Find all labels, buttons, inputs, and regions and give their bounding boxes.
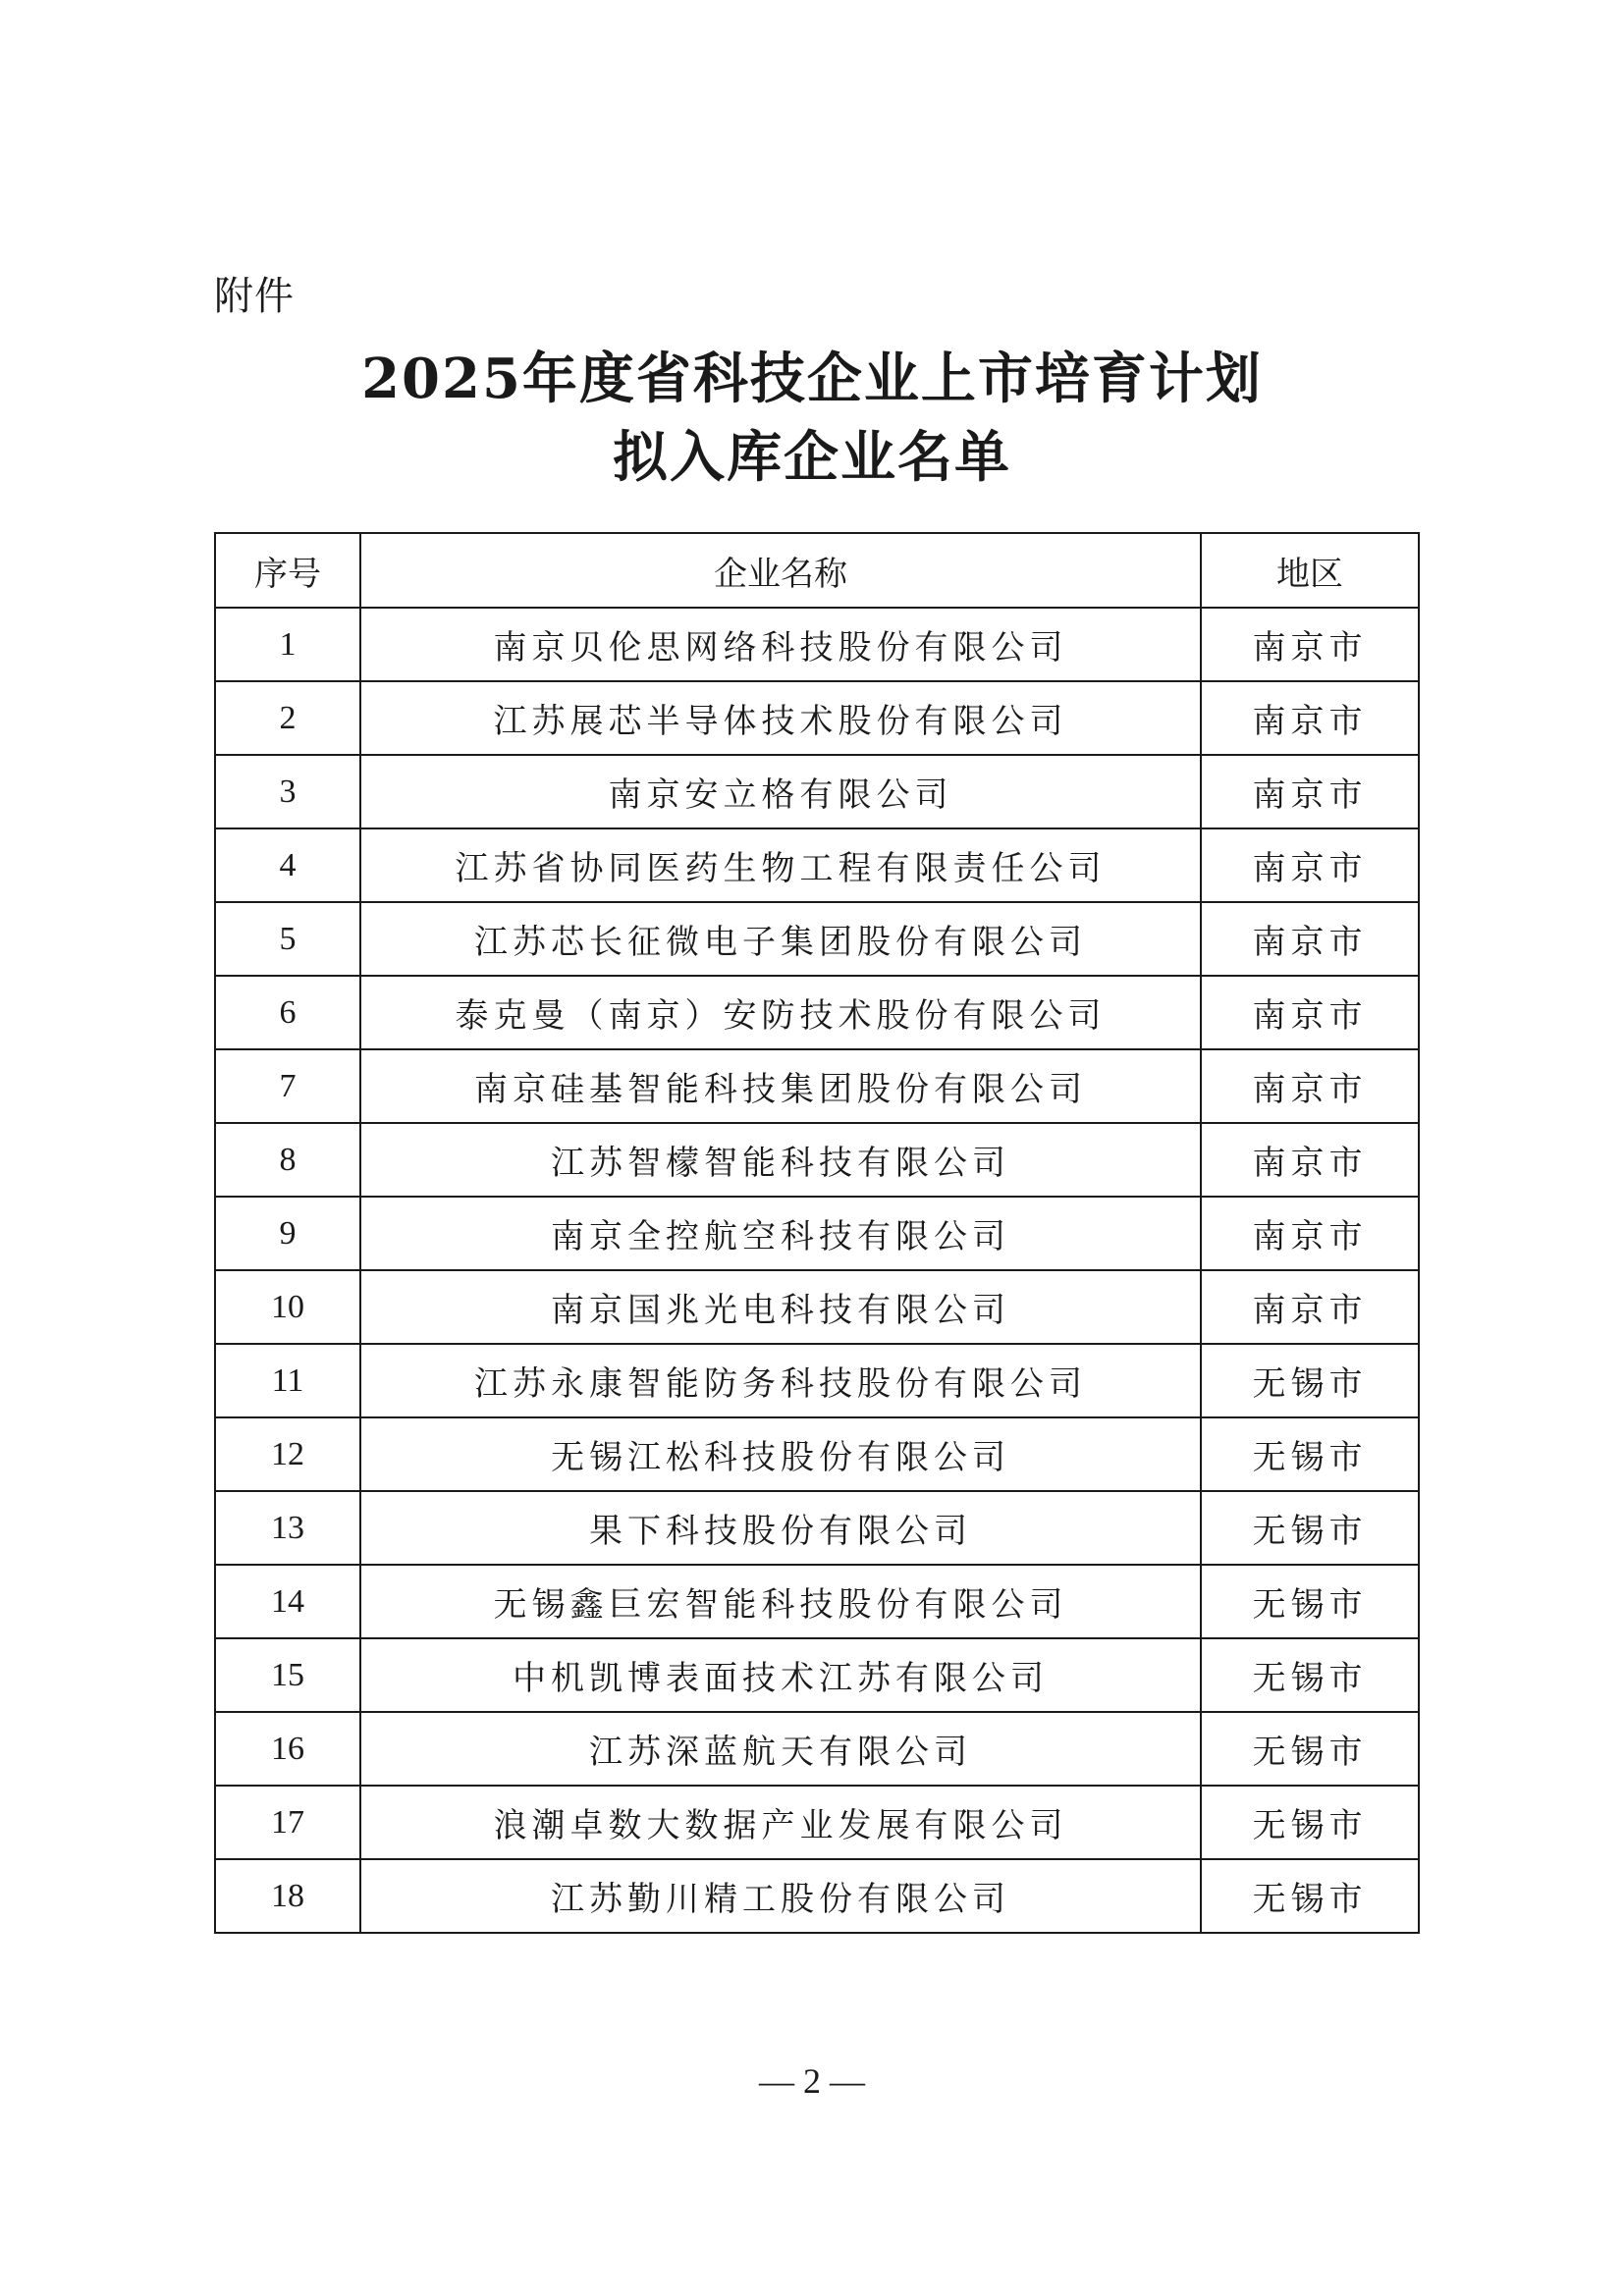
- region-cell: 无锡市: [1201, 1859, 1419, 1933]
- company-name-cell: 江苏智檬智能科技有限公司: [360, 1123, 1201, 1197]
- company-name-cell: 江苏省协同医药生物工程有限责任公司: [360, 828, 1201, 902]
- region-cell: 无锡市: [1201, 1638, 1419, 1712]
- serial-number-cell: 6: [215, 976, 360, 1049]
- page-number: — 2 —: [759, 2061, 865, 2101]
- serial-number-cell: 16: [215, 1712, 360, 1786]
- serial-number-cell: 12: [215, 1417, 360, 1491]
- company-name-cell: 南京安立格有限公司: [360, 755, 1201, 828]
- serial-number-cell: 3: [215, 755, 360, 828]
- company-name-cell: 江苏勤川精工股份有限公司: [360, 1859, 1201, 1933]
- table-row: [215, 976, 1419, 1049]
- serial-number-cell: 14: [215, 1565, 360, 1638]
- region-cell: 无锡市: [1201, 1344, 1419, 1417]
- table-row: [215, 1638, 1419, 1712]
- serial-number-cell: 1: [215, 608, 360, 681]
- header-serial-number: 序号: [215, 533, 360, 608]
- serial-number-cell: 8: [215, 1123, 360, 1197]
- region-cell: 无锡市: [1201, 1491, 1419, 1565]
- company-name-cell: 江苏芯长征微电子集团股份有限公司: [360, 902, 1201, 976]
- attachment-label: 附件: [214, 274, 295, 319]
- company-name-cell: 无锡江松科技股份有限公司: [360, 1417, 1201, 1491]
- region-cell: 南京市: [1201, 1123, 1419, 1197]
- table-row: [215, 1859, 1419, 1933]
- table-row: [215, 902, 1419, 976]
- company-name-cell: 南京全控航空科技有限公司: [360, 1197, 1201, 1270]
- serial-number-cell: 4: [215, 828, 360, 902]
- region-cell: 无锡市: [1201, 1712, 1419, 1786]
- serial-number-cell: 7: [215, 1049, 360, 1123]
- serial-number-cell: 17: [215, 1786, 360, 1859]
- table-row: [215, 1712, 1419, 1786]
- table-row: [215, 1270, 1419, 1344]
- serial-number-cell: 15: [215, 1638, 360, 1712]
- table-row: [215, 1123, 1419, 1197]
- header-region: 地区: [1201, 533, 1419, 608]
- region-cell: 南京市: [1201, 1197, 1419, 1270]
- region-cell: 无锡市: [1201, 1565, 1419, 1638]
- region-cell: 南京市: [1201, 1049, 1419, 1123]
- region-cell: 南京市: [1201, 1270, 1419, 1344]
- region-cell: 南京市: [1201, 681, 1419, 755]
- company-name-cell: 泰克曼（南京）安防技术股份有限公司: [360, 976, 1201, 1049]
- company-name-cell: 南京贝伦思网络科技股份有限公司: [360, 608, 1201, 681]
- region-cell: 南京市: [1201, 976, 1419, 1049]
- company-name-cell: 浪潮卓数大数据产业发展有限公司: [360, 1786, 1201, 1859]
- company-list-table: [214, 532, 1420, 1934]
- table-row: [215, 608, 1419, 681]
- serial-number-cell: 10: [215, 1270, 360, 1344]
- table-row: [215, 828, 1419, 902]
- document-title-line-2: 拟入库企业名单: [613, 425, 1011, 490]
- serial-number-cell: 18: [215, 1859, 360, 1933]
- company-name-cell: 江苏深蓝航天有限公司: [360, 1712, 1201, 1786]
- company-name-cell: 果下科技股份有限公司: [360, 1491, 1201, 1565]
- serial-number-cell: 13: [215, 1491, 360, 1565]
- company-name-cell: 南京国兆光电科技有限公司: [360, 1270, 1201, 1344]
- table-row: [215, 1417, 1419, 1491]
- company-name-cell: 无锡鑫巨宏智能科技股份有限公司: [360, 1565, 1201, 1638]
- table-header-row: [215, 533, 1419, 608]
- company-name-cell: 南京硅基智能科技集团股份有限公司: [360, 1049, 1201, 1123]
- document-title-line-1: 2025年度省科技企业上市培育计划: [361, 347, 1263, 411]
- table-row: [215, 1049, 1419, 1123]
- company-name-cell: 中机凯博表面技术江苏有限公司: [360, 1638, 1201, 1712]
- table-row: [215, 1565, 1419, 1638]
- serial-number-cell: 2: [215, 681, 360, 755]
- header-company-name: 企业名称: [360, 533, 1201, 608]
- serial-number-cell: 9: [215, 1197, 360, 1270]
- table-row: [215, 1491, 1419, 1565]
- region-cell: 无锡市: [1201, 1786, 1419, 1859]
- table-row: [215, 1344, 1419, 1417]
- region-cell: 无锡市: [1201, 1417, 1419, 1491]
- serial-number-cell: 11: [215, 1344, 360, 1417]
- region-cell: 南京市: [1201, 902, 1419, 976]
- region-cell: 南京市: [1201, 608, 1419, 681]
- table-row: [215, 755, 1419, 828]
- company-name-cell: 江苏展芯半导体技术股份有限公司: [360, 681, 1201, 755]
- serial-number-cell: 5: [215, 902, 360, 976]
- table-row: [215, 1786, 1419, 1859]
- table-row: [215, 681, 1419, 755]
- region-cell: 南京市: [1201, 828, 1419, 902]
- table-row: [215, 1197, 1419, 1270]
- company-name-cell: 江苏永康智能防务科技股份有限公司: [360, 1344, 1201, 1417]
- region-cell: 南京市: [1201, 755, 1419, 828]
